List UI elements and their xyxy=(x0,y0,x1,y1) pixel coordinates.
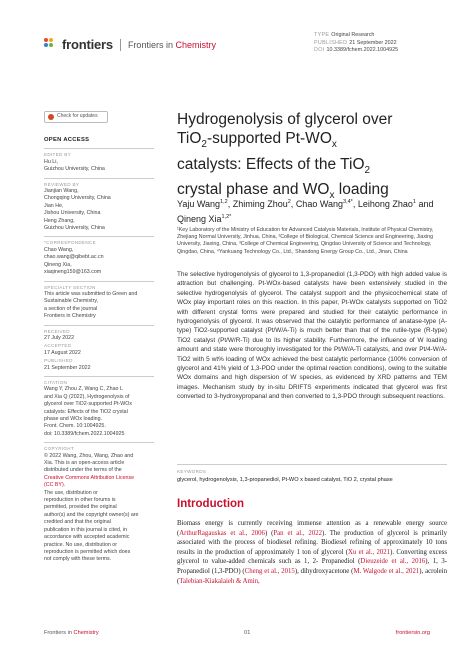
sidebar-text-line: Sustainable Chemistry, xyxy=(44,298,99,305)
keywords-section xyxy=(177,464,447,483)
intro-text-run: ). The production of glycerol is primarily associated with the process of biodiesel refining. Biodiesel refining of approximately 10 tons results in the production of approximately 1 ton of glycerol ( xyxy=(177,529,447,556)
sidebar-text-line: Heng Zhang, xyxy=(44,217,75,224)
check-for-updates-button[interactable]: Check for updates xyxy=(44,111,108,123)
footer-site-link[interactable]: frontiersin.org xyxy=(395,630,430,636)
sidebar-text-line: Frontiers in Chemistry xyxy=(44,313,96,320)
author-list: Yaju Wang$^{1,2}$, Zhiming Zhou$^2$, Chao Wang$^{3,4*}$, Leihong Zhao$^1$ and Qineng Xia$^{1,2*}$ xyxy=(177,199,434,224)
affiliations: ¹Key Laboratory of the Ministry of Education for Advanced Catalysis Materials, Institute of Physical Chemistry, Zhejiang Normal University, Jinhua, China, ²College of Biological, Chemical Science and Engineering, Jiaxing University, Jiaxing, China, ³College of Chemical Engineering, Qingdao University of Science and Technology, Qingdao, China, ⁴Yankuang Technology Co., Ltd., Shandong Energy Group Co., Ltd., Jinan, China xyxy=(177,227,434,255)
sidebar-text-line: Front. Chem. 10:1004925. xyxy=(44,423,106,430)
sidebar-text-line: author(s) and the copyright owner(s) are xyxy=(44,511,139,518)
meta-line: TYPE Original Research xyxy=(314,32,375,38)
sidebar-text-line: Wang Y, Zhou Z, Wang C, Zhao L xyxy=(44,386,123,393)
brand-name: frontiers xyxy=(62,37,113,52)
page-number: 01 xyxy=(244,630,251,636)
journal-name: Frontiers in Chemistry xyxy=(127,39,216,50)
dates-section xyxy=(44,325,154,372)
sidebar-text-line: practice. No use, distribution or xyxy=(44,541,118,548)
page-footer xyxy=(44,630,430,636)
meta-line: PUBLISHED 21 September 2022 xyxy=(314,39,397,46)
page-header xyxy=(0,0,474,70)
sidebar-text-line: distributed under the terms of the xyxy=(44,467,122,474)
sidebar-text-line: Jishou University, China xyxy=(44,210,101,217)
intro-text-run: ), 1, 3- Propanediol (1,3-PDO) ( xyxy=(177,558,448,575)
sidebar-text-line: permitted, provided the original xyxy=(44,504,117,511)
meta-line: DOI 10.3389/fchem.2022.1004925 xyxy=(314,47,399,54)
citation-link[interactable]: ArthurRagauskas et al., 2006 xyxy=(179,529,265,537)
sidebar-text-line: Jianjian Wang, xyxy=(44,188,79,195)
intro-text-run: Biomass energy is currently receiving immense attention as a renewable energy source ( xyxy=(177,520,447,537)
sidebar-text-line: Guizhou University, China xyxy=(44,166,105,173)
author-name[interactable]: Leihong Zhao$^1$ xyxy=(357,199,416,209)
reviewed-by-section: REVIEWED BY Jianjian Wang, Chongqing University, China Jian He, Jishou University, China Heng Zhang, Guizhou University, China xyxy=(44,178,154,233)
sidebar-text-line: Xia. This is an open-access article xyxy=(44,460,125,467)
check-updates-icon xyxy=(48,114,54,120)
sidebar-text-line: chao.wang@qibebt.ac.cn xyxy=(44,254,104,261)
sidebar-text-line: publication in this journal is cited, in xyxy=(44,526,128,533)
sidebar-text-line: a section of the journal xyxy=(44,305,98,312)
sidebar-text-line: not comply with these terms. xyxy=(44,556,112,563)
sidebar-text-line: Qineng Xia, xyxy=(44,261,72,268)
open-access-label: OPEN ACCESS xyxy=(44,137,90,143)
sidebar-text-line: accordance with accepted academic xyxy=(44,534,130,541)
sidebar-text-line: doi: 10.3389/fchem.2022.1004925 xyxy=(44,430,125,437)
citation-link[interactable]: Xu et al., 2021 xyxy=(348,548,391,556)
date-entry: ACCEPTED 17 August 2022 xyxy=(44,343,81,356)
abstract: The selective hydrogenolysis of glycerol to 1,3-propanediol (1,3-PDO) with high added value is attraction but challenging. Pt-WOx-based catalysts have been extensively studied in the selective hydrogenolysis of glycerol. The catalyst support and the physicochemical state of WOx play important roles on this reaction. In this paper, Pt-WOx catalysts supported on TiO2 with different crystal forms were prepared and studied for their catalytic performance in hydrogenolysis of glycerol. It was observed that the catalytic performance of anatase-type (A-type) TiO2-supported catalyst (Pt/W/A-Ti) is much better than that of the rutile-type (R-type) TiO2 catalyst (Pt/W/R-Ti) due to its higher stability. Furthermore, the influence of W loading amount and state were thoroughly investigated for the Pt/W/A-Ti catalysts, and over Pt/4-W/A-TiO2 with 5 wt% loading of WOx achieved the best catalytic performance (100% conversion of glycerol and 41% yield of 1,3-PDO under the optimal reaction conditions), owing to the suitable WOx domains and high dispersion of W species, as evidenced by XRD patterns and TEM images. Mechanism study by in-situ DRIFTS experiments indicated that glycerol was first converted to 3-hydroxypropanal and then converted to 1,3-PDO through subsequent reactions. xyxy=(177,271,447,401)
correspondence-section: *CORRESPONDENCE Chao Wang, chao.wang@qibebt.ac.cn Qineng Xia, xiaqineng159@163.com xyxy=(44,236,154,276)
sidebar-text-line: credited and that the original xyxy=(44,519,111,526)
sidebar-text-line: phase and WOx loading. xyxy=(44,416,103,422)
specialty-section: SPECIALTY SECTION This article was submitted to Green and Sustainable Chemistry, a section of the journal Frontiers in Chemistry xyxy=(44,281,154,321)
sidebar-text-line: Chongqing University, China xyxy=(44,195,111,202)
copyright-section: COPYRIGHT © 2022 Wang, Zhou, Wang, Zhao and Xia. This is an open-access article distributed under the terms of the Creative Commons Attribution License (CC BY). The use, distribution or reproduction in other forums is permitted, provided the original author(s) and the copyright owner(s) are credited and that the original publication in this journal is cited, in accordance with accepted academic practice. No use, distribution or reproduction is permitted which does not comply with these terms. xyxy=(44,442,154,564)
sidebar xyxy=(44,111,154,564)
sidebar-text-line[interactable]: Creative Commons Attribution License xyxy=(44,474,135,481)
sidebar-text-line: reproduction in other forums is xyxy=(44,497,116,504)
citation-link[interactable]: Talebian-Kiakalaieh & Amin, xyxy=(179,577,260,585)
sidebar-text-line: catalysts: Effects of the TiO2 crystal xyxy=(44,408,128,415)
sidebar-text-line: Jian He, xyxy=(44,202,64,209)
intro-text-run: ), acrolein ( xyxy=(177,567,447,585)
sidebar-text-line: The use, distribution or xyxy=(44,489,98,496)
article-title: Hydrogenolysis of glycerol over TiO$_2$-supported $Pt-WO_x$ catalysts: Effects of the TiO$_2$ crystal phase and $WO_x$ loading xyxy=(177,111,393,201)
edited-by-section: EDITED BY Hu Li, Guizhou University, China xyxy=(44,148,154,173)
sidebar-text-line: xiaqineng159@163.com xyxy=(44,269,102,276)
intro-text-run: ), dihydroxyacetone ( xyxy=(294,567,354,575)
citation-link[interactable]: M. Walgode et al., 2021 xyxy=(353,567,420,575)
sidebar-text-line: Guizhou University, China xyxy=(44,225,105,232)
divider xyxy=(120,39,121,51)
keywords-label: KEYWORDS xyxy=(177,469,207,474)
sidebar-text-line: This article was submitted to Green and xyxy=(44,290,138,297)
keywords: glycerol, hydrogenolysis, 1,3-propanediol, Pt-WO x based catalyst, TiO 2, crystal phase xyxy=(177,477,393,483)
author-name[interactable]: Zhiming Zhou$^2$ xyxy=(232,199,291,209)
sidebar-text-line: © 2022 Wang, Zhou, Wang, Zhao and xyxy=(44,452,134,459)
citation-link[interactable]: Cheng et al., 2015 xyxy=(244,567,295,575)
author-name[interactable]: Chao Wang$^{3,4*}$ xyxy=(295,199,353,209)
date-entry: RECEIVED 27 July 2022 xyxy=(44,328,75,341)
introduction-text xyxy=(177,519,447,586)
article-meta xyxy=(314,32,398,55)
intro-text-run: ) ( xyxy=(264,529,274,537)
frontiers-logo[interactable] xyxy=(44,37,216,52)
sidebar-text-line[interactable]: (CC BY). xyxy=(44,482,66,489)
citation-link[interactable]: Dieuzeide et al., 2016 xyxy=(360,558,426,566)
date-entry: PUBLISHED 21 September 2022 xyxy=(44,358,91,371)
author-name[interactable]: Yaju Wang$^{1,2}$ xyxy=(177,199,228,209)
citation-section: CITATION Wang Y, Zhou Z, Wang C, Zhao L and Xia Q (2022), Hydrogenolysis of glycerol over TiO2-supported Pt-WOx catalysts: Effects of the TiO2 crystal phase and WOx loading. Front. Chem. 10:1004925. doi: 10.3389/fchem.2022.1004925 xyxy=(44,376,154,438)
sidebar-text-line: reproduction is permitted which does xyxy=(44,548,131,555)
sidebar-text-line: and Xia Q (2022), Hydrogenolysis of xyxy=(44,393,130,400)
section-heading-introduction: Introduction xyxy=(177,498,245,510)
sidebar-text-line: Chao Wang, xyxy=(44,246,74,253)
citation-link[interactable]: Pan et al., 2022 xyxy=(273,529,323,537)
sidebar-text-line: Hu Li, xyxy=(44,158,58,165)
author-name[interactable]: Qineng Xia$^{1,2*}$ xyxy=(177,213,232,224)
sidebar-text-line: glycerol over TiO2-supported Pt-WOx xyxy=(44,401,133,408)
footer-journal: Frontiers in Chemistry xyxy=(44,630,99,636)
intro-text-run: ). Converting excess glycerol to value-added chemicals such as 1, 2- Propanediol ( xyxy=(177,548,447,566)
frontiers-logo-icon xyxy=(44,38,58,52)
